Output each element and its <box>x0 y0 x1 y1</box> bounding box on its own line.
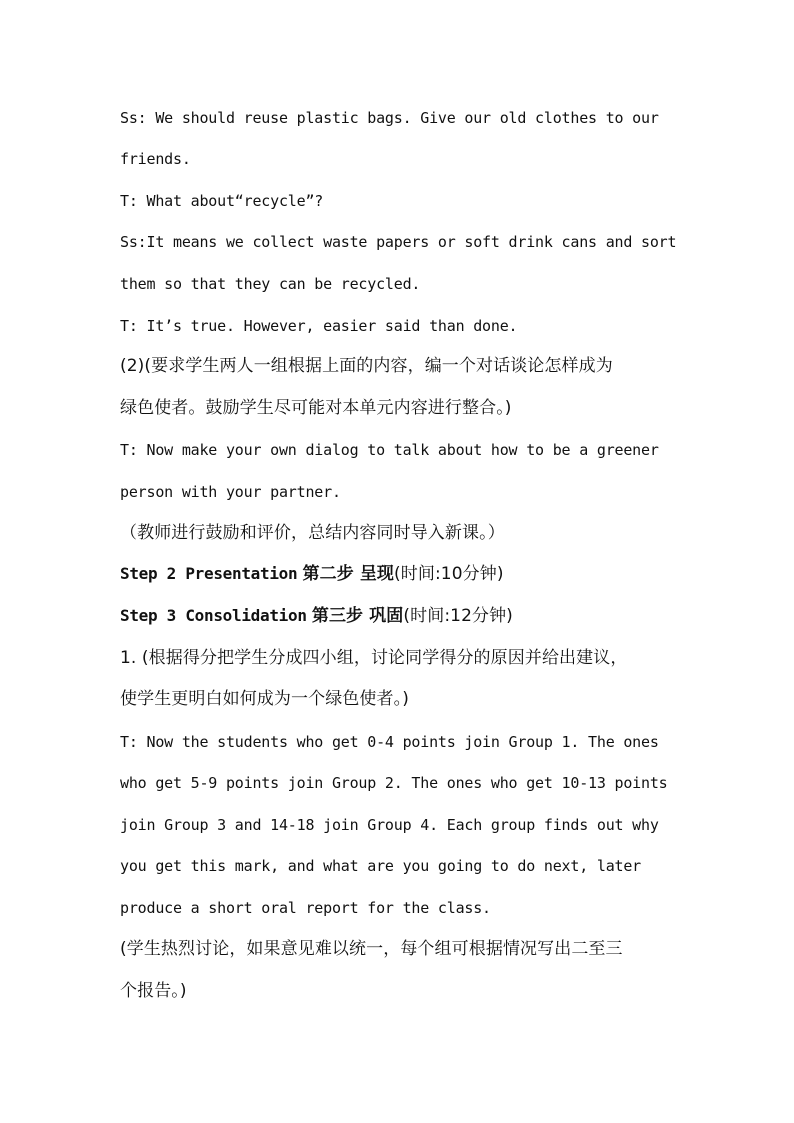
text-line-what-about-recycle: T: What about“recycle”? <box>120 192 324 210</box>
step-2-label: Step 2 Presentation <box>120 564 298 583</box>
step-3-heading <box>120 606 680 626</box>
text-line-discussion: (学生热烈讨论，如果意见难以统一，每个组可根据情况写出二至三 <box>120 939 623 959</box>
text-line-friends: friends. <box>120 150 191 168</box>
step-2-cn: 第二步 呈现 <box>302 564 395 584</box>
text-line-mark: you get this mark, and what are you going to do next, later <box>120 857 642 875</box>
text-line-instruction-integrate: 绿色使者。鼓励学生尽可能对本单元内容进行整合。) <box>120 398 512 418</box>
text-line-teacher-evaluate: （教师进行鼓励和评价，总结内容同时导入新课。） <box>120 523 505 543</box>
step-2-heading <box>120 564 680 584</box>
text-line-partner: person with your partner. <box>120 483 341 501</box>
text-line-recycled: them so that they can be recycled. <box>120 275 421 293</box>
step-3-time: (时间:12分钟) <box>403 606 513 626</box>
text-line-reports: 个报告。) <box>120 981 187 1001</box>
step-3-label: Step 3 Consolidation <box>120 606 307 625</box>
text-line-group-3-4: join Group 3 and 14-18 join Group 4. Each group finds out why <box>120 816 659 834</box>
text-line-its-true: T: It’s true. However, easier said than done. <box>120 317 518 335</box>
text-line-oral-report: produce a short oral report for the class. <box>120 899 491 917</box>
text-line-make-dialog: T: Now make your own dialog to talk about how to be a greener <box>120 441 659 459</box>
text-line-ss-collect: Ss:It means we collect waste papers or soft drink cans and sort <box>120 233 677 251</box>
text-line-ss-reuse: Ss: We should reuse plastic bags. Give our old clothes to our <box>120 109 659 127</box>
step-3-cn: 第三步 巩固 <box>311 606 404 626</box>
text-line-instruction-pairs: (2)(要求学生两人一组根据上面的内容，编一个对话谈论怎样成为 <box>120 356 613 376</box>
text-line-green-messenger: 使学生更明白如何成为一个绿色使者。) <box>120 689 409 709</box>
text-line-group-1: T: Now the students who get 0-4 points join Group 1. The ones <box>120 733 659 751</box>
text-line-group-instruction: 1. (根据得分把学生分成四小组，讨论同学得分的原因并给出建议， <box>120 648 628 668</box>
step-2-time: (时间:10分钟) <box>394 564 504 584</box>
text-line-group-2: who get 5-9 points join Group 2. The ones who get 10-13 points <box>120 774 668 792</box>
